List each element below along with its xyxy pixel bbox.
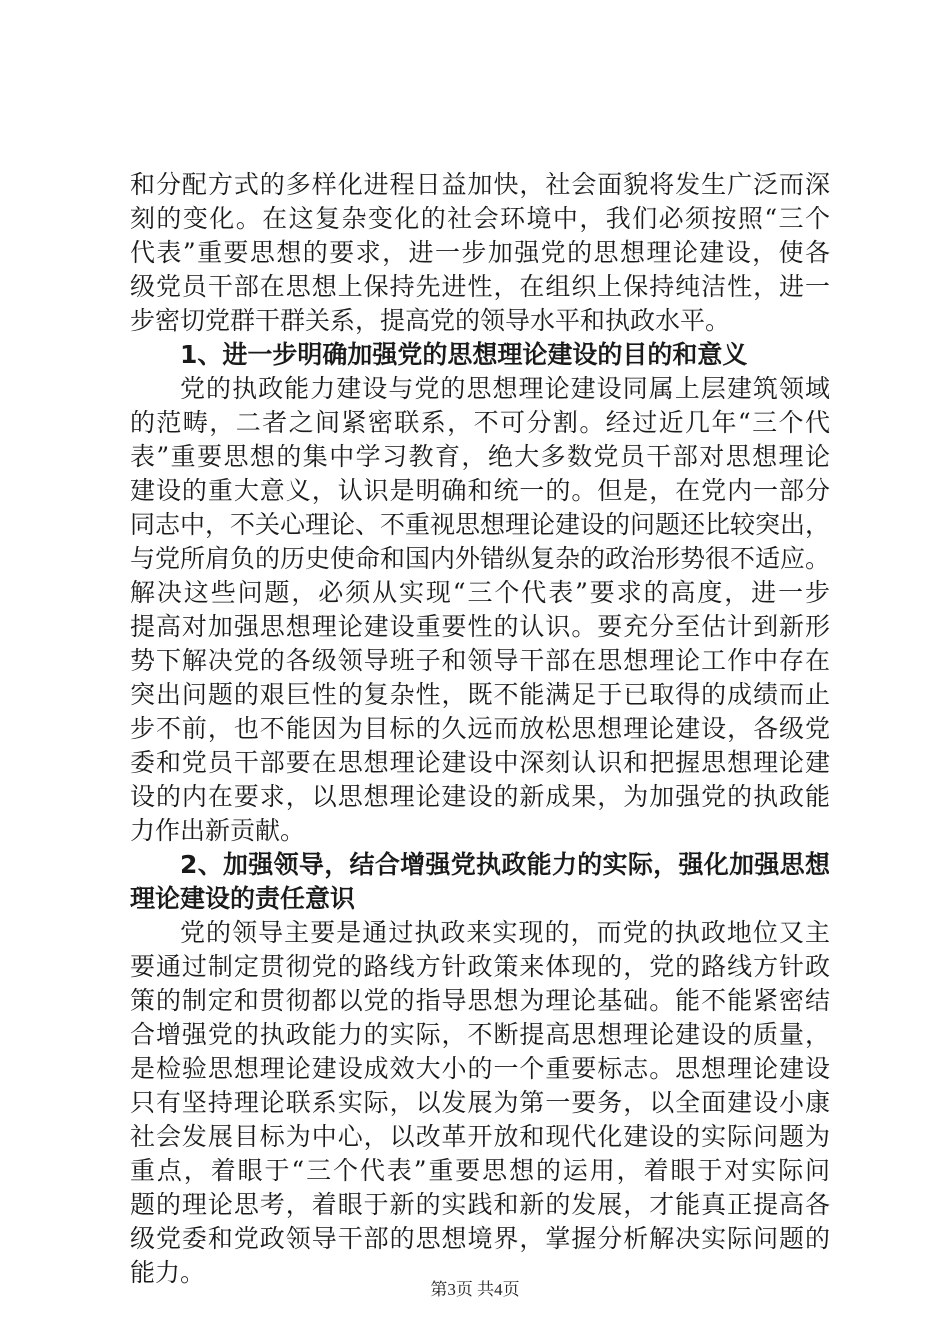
text-line: 与党所肩负的历史使命和国内外错纵复杂的政治形势很不适应。 [130, 544, 830, 573]
text-line: 步密切党群干群关系，提高党的领导水平和执政水平。 [130, 306, 731, 335]
page-footer: 第3页 共4页 [430, 1280, 520, 1299]
text-line: 级党委和党政领导干部的思想境界，掌握分析解决实际问题的 [130, 1224, 830, 1253]
text-line: 级党员干部在思想上保持先进性，在组织上保持纯洁性，进一 [130, 272, 830, 301]
text-line: 党的执政能力建设与党的思想理论建设同属上层建筑领域 [180, 374, 830, 403]
text-line: 同志中，不关心理论、不重视思想理论建设的问题还比较突出， [130, 510, 830, 539]
text-line: 只有坚持理论联系实际，以发展为第一要务，以全面建设小康 [130, 1088, 830, 1117]
text-line: 提高对加强思想理论建设重要性的认识。要充分至估计到新形 [130, 612, 830, 641]
text-line: 能力。 [130, 1258, 206, 1287]
document-body [130, 168, 830, 1290]
text-line: 党的领导主要是通过执政来实现的，而党的执政地位又主 [180, 918, 830, 947]
text-line: 社会发展目标为中心，以改革开放和现代化建设的实际问题为 [130, 1122, 830, 1151]
text-line: 策的制定和贯彻都以党的指导思想为理论基础。能不能紧密结 [130, 986, 830, 1015]
text-line: 力作出新贡献。 [130, 816, 306, 845]
text-line: 表”重要思想的集中学习教育，绝大多数党员干部对思想理论 [130, 442, 830, 471]
text-line: 和分配方式的多样化进程日益加快，社会面貌将发生广泛而深 [130, 170, 830, 199]
text-line: 是检验思想理论建设成效大小的一个重要标志。思想理论建设 [130, 1054, 830, 1083]
text-line: 势下解决党的各级领导班子和领导干部在思想理论工作中存在 [130, 646, 830, 675]
text-line: 委和党员干部要在思想理论建设中深刻认识和把握思想理论建 [130, 748, 830, 777]
section-heading-2-cont: 理论建设的责任意识 [130, 884, 356, 913]
text-line: 解决这些问题，必须从实现“三个代表”要求的高度，进一步 [130, 578, 830, 607]
section-heading-2: 2、加强领导，结合增强党执政能力的实际，强化加强思想 [180, 850, 830, 879]
text-line: 突出问题的艰巨性的复杂性，既不能满足于已取得的成绩而止 [130, 680, 830, 709]
text-line: 步不前，也不能因为目标的久远而放松思想理论建设，各级党 [130, 714, 830, 743]
text-line: 代表”重要思想的要求，进一步加强党的思想理论建设，使各 [130, 238, 830, 267]
text-line: 重点，着眼于“三个代表”重要思想的运用，着眼于对实际问 [130, 1156, 830, 1185]
text-line: 建设的重大意义，认识是明确和统一的。但是，在党内一部分 [130, 476, 830, 505]
text-line: 合增强党的执政能力的实际，不断提高思想理论建设的质量， [130, 1020, 830, 1049]
text-line: 设的内在要求，以思想理论建设的新成果，为加强党的执政能 [130, 782, 830, 811]
text-line: 题的理论思考，着眼于新的实践和新的发展，才能真正提高各 [130, 1190, 830, 1219]
text-line: 的范畴，二者之间紧密联系，不可分割。经过近几年“三个代 [130, 408, 830, 437]
text-line: 要通过制定贯彻党的路线方针政策来体现的，党的路线方针政 [130, 952, 830, 981]
text-line: 刻的变化。在这复杂变化的社会环境中，我们必须按照“三个 [130, 204, 830, 233]
section-heading-1: 1、进一步明确加强党的思想理论建设的目的和意义 [180, 340, 748, 369]
